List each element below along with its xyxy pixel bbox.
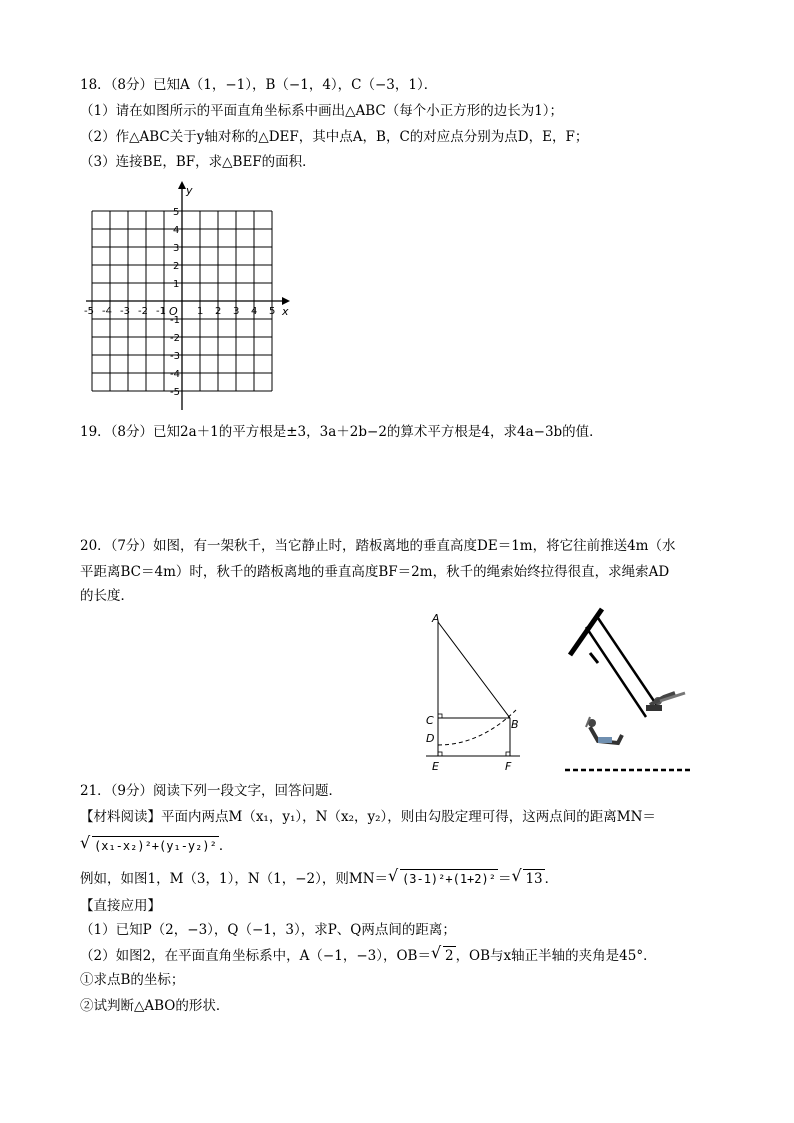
x-tick-label: -4 — [102, 306, 112, 317]
x-axis-label: x — [282, 305, 289, 318]
x-tick-label: 4 — [251, 306, 258, 317]
q18-part3: （3）连接BE，BF，求△BEF的面积． — [80, 154, 316, 170]
origin-label: O — [169, 305, 178, 318]
q21-direct-title: 【直接应用】 — [80, 898, 161, 914]
label-C: C — [426, 714, 434, 727]
q21-formula-line — [80, 833, 233, 855]
example-result: 13 — [525, 871, 543, 887]
q20-line3: 的长度． — [80, 588, 134, 604]
y-tick-label: 3 — [173, 243, 180, 254]
d2-radicand: 2 — [444, 948, 454, 964]
y-tick-label: -5 — [170, 387, 180, 398]
q21-sub-2: ②试判断△ABO的形状． — [80, 998, 230, 1014]
y-tick-labels — [170, 207, 180, 398]
formula-period: ． — [218, 838, 233, 854]
label-D: D — [426, 732, 435, 745]
x-axis-arrow — [282, 297, 290, 305]
example-radicand: (3-1)²+(1+2)² — [400, 869, 498, 888]
distance-formula: (x₁-x₂)²+(y₁-y₂)² — [92, 836, 219, 855]
coordinate-grid — [80, 178, 300, 413]
d2-text-post: ，OB与x轴正半轴的夹角是45°． — [455, 948, 657, 964]
x-tick-label: 2 — [215, 306, 222, 317]
swing-illustration — [560, 605, 695, 775]
q21-direct-1: （1）已知P（2，−3），Q（−1，3），求P、Q两点间的距离； — [80, 922, 456, 938]
x-tick-label: 3 — [233, 306, 240, 317]
q20-line1: 20．（7分）如图，有一架秋千，当它静止时，踏板离地的垂直高度DE＝1m，将它往前推送4m（水 — [80, 538, 676, 554]
y-tick-label: 1 — [173, 279, 180, 290]
x-tick-label: 5 — [269, 306, 276, 317]
example-eq: ＝ — [497, 871, 512, 887]
example-result-sqrt: √ 13 — [511, 866, 543, 887]
y-tick-label: 4 — [173, 225, 180, 236]
q21-direct-2 — [80, 943, 657, 965]
y-tick-label: 2 — [173, 261, 180, 272]
x-tick-label: -2 — [138, 306, 148, 317]
swing-triangle-diagram — [420, 610, 530, 775]
d2-sqrt: √ 2 — [430, 943, 454, 964]
d2-text-pre: （2）如图2，在平面直角坐标系中，A（−1，−3），OB＝ — [80, 948, 431, 964]
q18-part2: （2）作△ABC关于y轴对称的△DEF，其中点A，B，C的对应点分别为点D，E，F； — [80, 129, 589, 145]
distance-formula-sqrt: √ (x₁-x₂)²+(y₁-y₂)² — [80, 833, 217, 853]
x-tick-label: -5 — [84, 306, 94, 317]
q21-example-line — [80, 866, 559, 888]
q21-material: 【材料阅读】平面内两点M（x₁，y₁），N（x₂，y₂），则由勾股定理可得，这两点间的距离MN＝ — [80, 809, 656, 825]
x-tick-label: -1 — [156, 306, 166, 317]
y-tick-label: -3 — [170, 351, 180, 362]
y-axis-arrow — [178, 181, 186, 189]
example-period: ． — [544, 871, 559, 887]
example-text: 例如，如图1，M（3，1），N（1，−2），则MN＝ — [80, 871, 389, 887]
label-E: E — [432, 760, 439, 773]
q18-part1: （1）请在如图所示的平面直角坐标系中画出△ABC（每个小正方形的边长为1）； — [80, 103, 564, 119]
x-tick-label: -3 — [120, 306, 130, 317]
x-tick-label: 1 — [197, 306, 204, 317]
y-tick-label: -4 — [170, 369, 180, 380]
q20-line2: 平距离BC＝4m）时，秋千的踏板离地的垂直高度BF＝2m，秋千的绳索始终拉得很直，求绳索AD — [80, 564, 670, 580]
label-A: A — [432, 612, 440, 625]
q21-sub-1: ①求点B的坐标； — [80, 972, 185, 988]
y-tick-label: -2 — [170, 333, 180, 344]
label-B: B — [511, 718, 519, 731]
y-axis-label: y — [186, 184, 193, 197]
q21-header: 21．（9分）阅读下列一段文字，回答问题． — [80, 783, 343, 799]
label-F: F — [505, 760, 512, 773]
example-sqrt: √ (3-1)²+(1+2)² — [388, 866, 496, 886]
q18-header: 18．（8分）已知A（1，−1），B（−1，4），C（−3，1）． — [80, 77, 438, 93]
y-tick-label: 5 — [173, 207, 180, 218]
q19-text: 19．（8分）已知2a＋1的平方根是±3，3a＋2b−2的算术平方根是4，求4a−3b的值． — [80, 424, 603, 440]
y-tick-label: -1 — [170, 315, 180, 326]
